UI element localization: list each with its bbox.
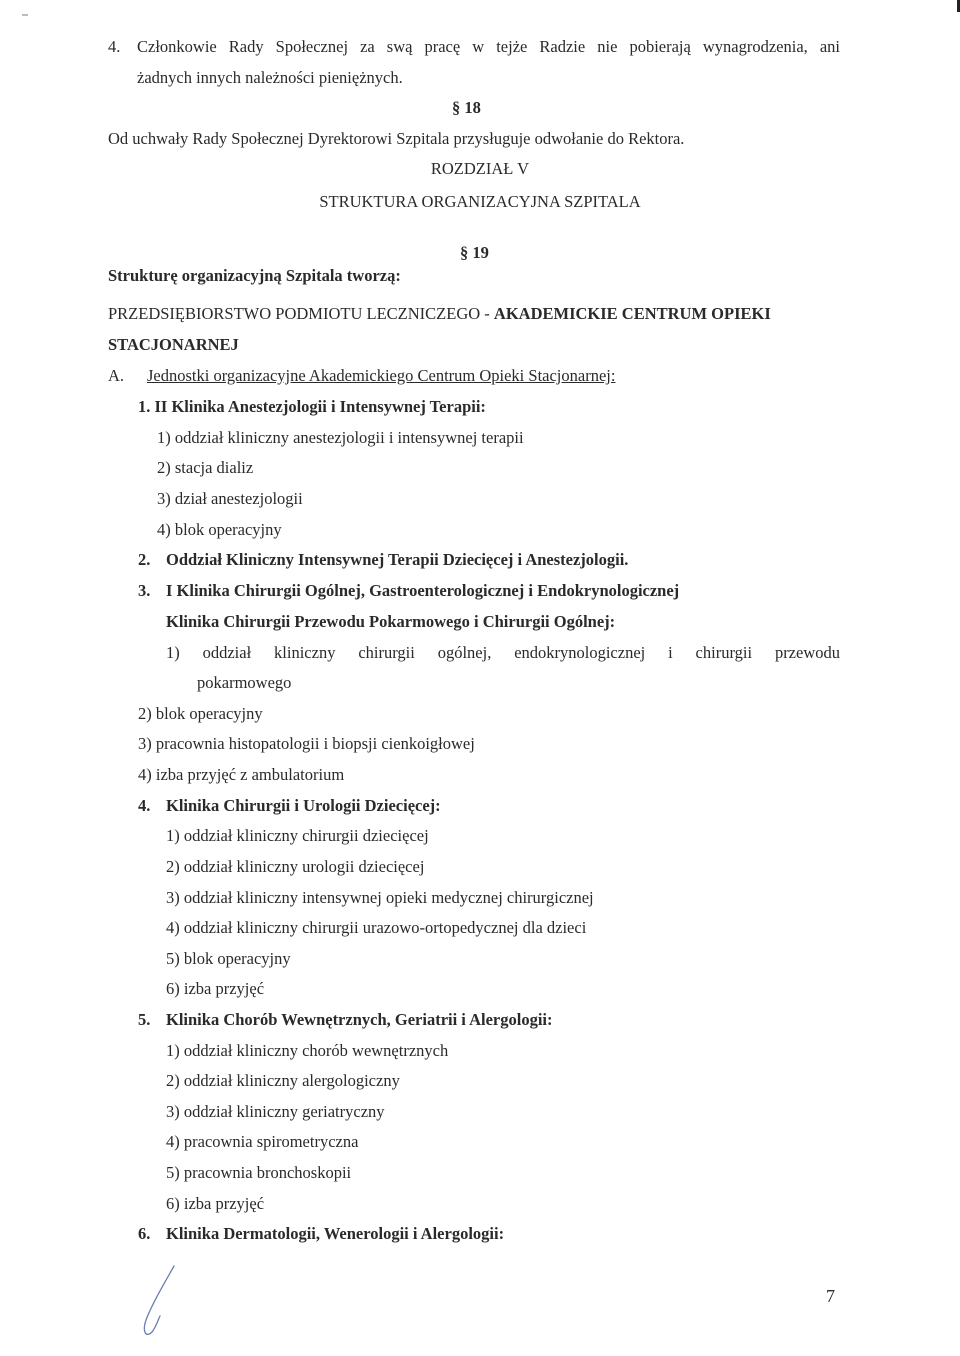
clinic-5-title: Klinika Chorób Wewnętrznych, Geriatrii i Alergologii: <box>166 1010 553 1029</box>
paragraph-4-line-1: Członkowie Rady Społecznej za swą pracę w tejże Radzie nie pobierają wynagrodzenia, ani <box>137 37 840 56</box>
entity-line-1 <box>108 304 771 324</box>
clinic-5-item-1: 1) oddział kliniczny chorób wewnętrznych <box>166 1041 449 1060</box>
clinic-1-item-3: 3) dział anestezjologii <box>157 489 303 508</box>
clinic-3-item-2: 2) blok operacyjny <box>138 704 263 723</box>
clinic-5-item-2: 2) oddział kliniczny alergologiczny <box>166 1071 400 1090</box>
clinic-5-item-3: 3) oddział kliniczny geriatryczny <box>166 1102 385 1121</box>
chapter-title: ROZDZIAŁ V <box>430 159 530 178</box>
clinic-4-item-3: 3) oddział kliniczny intensywnej opieki medycznej chirurgicznej <box>166 888 594 907</box>
entity-line-2: STACJONARNEJ <box>108 335 239 354</box>
section-19-heading: § 19 <box>460 243 489 262</box>
section-a-title: Jednostki organizacyjne Akademickiego Centrum Opieki Stacjonarnej: <box>147 366 616 385</box>
clinic-3-item-3: 3) pracownia histopatologii i biopsji cienkoigłowej <box>138 734 475 753</box>
clinic-6-title: Klinika Dermatologii, Wenerologii i Alergologii: <box>166 1224 505 1243</box>
clinic-1-title: 1. II Klinika Anestezjologii i Intensywnej Terapii: <box>138 397 486 416</box>
clinic-4-item-1: 1) oddział kliniczny chirurgii dziecięcej <box>166 826 429 845</box>
clinic-6-number: 6. <box>138 1224 151 1243</box>
clinic-3-title-1: I Klinika Chirurgii Ogólnej, Gastroenterologicznej i Endokrynologicznej <box>166 581 680 600</box>
clinic-3-item-1-line-2: pokarmowego <box>197 673 292 692</box>
entity-name-bold: AKADEMICKIE CENTRUM OPIEKI <box>493 304 771 323</box>
paragraph-4-line-2: żadnych innych należności pieniężnych. <box>137 68 403 87</box>
section-18-text: Od uchwały Rady Społecznej Dyrektorowi Szpitala przysługuje odwołanie do Rektora. <box>108 129 685 148</box>
paragraph-4-number: 4. <box>108 37 121 56</box>
clinic-5-item-5: 5) pracownia bronchoskopii <box>166 1163 352 1182</box>
chapter-subtitle: STRUKTURA ORGANIZACYJNA SZPITALA <box>319 192 641 211</box>
section-19-intro: Strukturę organizacyjną Szpitala tworzą: <box>108 266 401 285</box>
clinic-2-number: 2. <box>138 550 151 569</box>
clinic-5-item-6: 6) izba przyjęć <box>166 1194 265 1213</box>
clinic-3-item-4: 4) izba przyjęć z ambulatorium <box>138 765 345 784</box>
clinic-3-item-1-line-1: 1) oddział kliniczny chirurgii ogólnej, endokrynologicznej i chirurgii przewodu <box>166 643 840 662</box>
clinic-1-item-2: 2) stacja dializ <box>157 458 254 477</box>
clinic-1-item-4: 4) blok operacyjny <box>157 520 282 539</box>
clinic-4-item-4: 4) oddział kliniczny chirurgii urazowo-ortopedycznej dla dzieci <box>166 918 587 937</box>
clinic-4-item-5: 5) blok operacyjny <box>166 949 291 968</box>
clinic-5-number: 5. <box>138 1010 151 1029</box>
scan-dust-mark <box>22 14 28 16</box>
clinic-3-title-2: Klinika Chirurgii Przewodu Pokarmowego i Chirurgii Ogólnej: <box>166 612 616 631</box>
clinic-1-item-1: 1) oddział kliniczny anestezjologii i intensywnej terapii <box>157 428 524 447</box>
clinic-4-number: 4. <box>138 796 151 815</box>
section-a-letter: A. <box>108 366 125 385</box>
clinic-3-number: 3. <box>138 581 151 600</box>
clinic-5-item-4: 4) pracownia spirometryczna <box>166 1132 359 1151</box>
section-18-heading: § 18 <box>452 98 481 117</box>
entity-name-normal: PRZEDSIĘBIORSTWO PODMIOTU LECZNICZEGO - <box>108 304 494 323</box>
handwritten-initial-signature <box>130 1262 190 1342</box>
clinic-4-item-6: 6) izba przyjęć <box>166 979 265 998</box>
clinic-4-title: Klinika Chirurgii i Urologii Dziecięcej: <box>166 796 441 815</box>
clinic-4-item-2: 2) oddział kliniczny urologii dziecięcej <box>166 857 425 876</box>
clinic-2-title: Oddział Kliniczny Intensywnej Terapii Dziecięcej i Anestezjologii. <box>166 550 629 569</box>
page-number: 7 <box>826 1286 835 1306</box>
